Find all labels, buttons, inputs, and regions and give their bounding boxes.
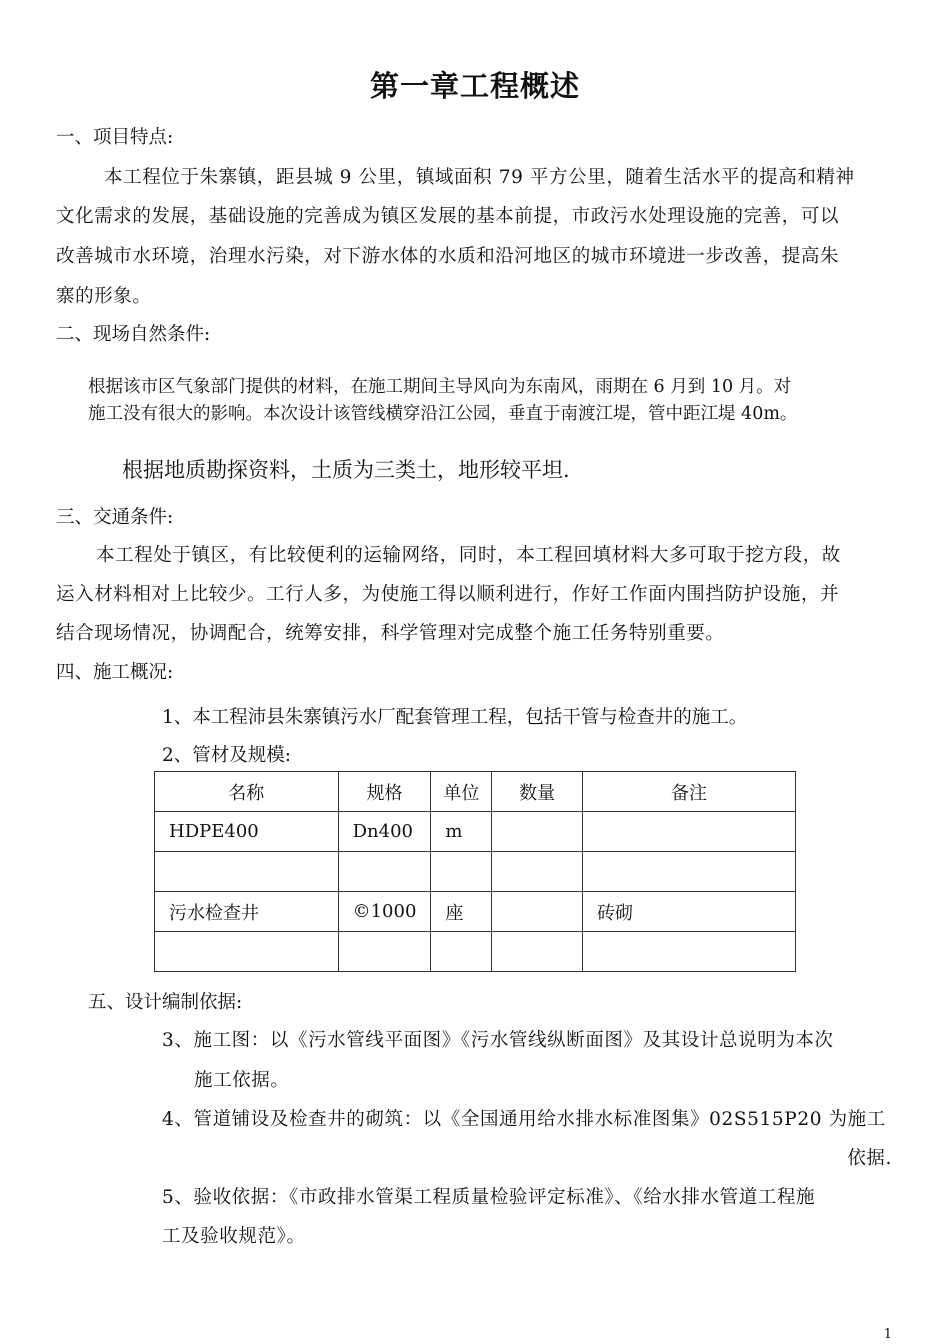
table-cell [582, 852, 795, 892]
table-row [155, 852, 796, 892]
table-cell: 座 [431, 892, 492, 932]
overview-item-2: 2、管材及规模: [162, 745, 292, 766]
table-cell: m [431, 812, 492, 852]
basis-item-4: 4、管道铺设及检查井的砌筑：以《全国通用给水排水标准图集》02S515P20 为施工 [162, 1109, 886, 1130]
table-cell [338, 932, 431, 972]
table-cell: Dn400 [338, 812, 431, 852]
paragraph-line: 运入材料相对上比较少。工行人多，为使施工得以顺利进行，作好工作面内围挡防护设施，并 [56, 584, 840, 605]
table-cell [431, 852, 492, 892]
table-cell [582, 812, 795, 852]
table-cell [492, 892, 583, 932]
page-title: 第一章工程概述 [369, 69, 580, 103]
paragraph-line: 改善城市水环境，治理水污染，对下游水体的水质和沿河地区的城市环境进一步改善，提高朱 [56, 246, 840, 267]
table-cell: 砖砌 [582, 892, 795, 932]
table-cell: HDPE400 [155, 812, 339, 852]
paragraph-line: 本工程处于镇区，有比较便利的运输网络，同时，本工程回填材料大多可取于挖方段，故 [96, 545, 841, 566]
table-header-cell: 备注 [582, 772, 795, 812]
table-cell: 污水检查井 [155, 892, 339, 932]
section-heading-construction-overview: 四、施工概况: [56, 662, 174, 683]
paragraph-line: 寨的形象。 [56, 286, 152, 307]
basis-item-3-continuation: 施工依据。 [194, 1070, 290, 1091]
table-cell [492, 812, 583, 852]
table-cell [492, 932, 583, 972]
table-cell [155, 852, 339, 892]
section-heading-traffic: 三、交通条件: [56, 507, 174, 528]
table-cell [431, 932, 492, 972]
table-row [155, 932, 796, 972]
basis-item-5-continuation: 工及验收规范》。 [162, 1226, 306, 1247]
table-cell [338, 852, 431, 892]
paragraph-line: 结合现场情况，协调配合，统筹安排，科学管理对完成整个施工任务特别重要。 [56, 623, 725, 644]
table-header-row [155, 772, 796, 812]
table-header-cell: 规格 [338, 772, 431, 812]
table-cell [582, 932, 795, 972]
table-header-cell: 单位 [431, 772, 492, 812]
section-heading-design-basis: 五、设计编制依据: [88, 992, 243, 1013]
table-header-cell: 数量 [492, 772, 583, 812]
table-row [155, 892, 796, 932]
basis-item-4-continuation: 依据. [847, 1148, 892, 1169]
page-number: 1 [883, 1327, 892, 1342]
section-heading-natural-conditions: 二、现场自然条件: [56, 324, 211, 345]
overview-item-1: 1、本工程沛县朱寨镇污水厂配套管理工程，包括干管与检查井的施工。 [162, 707, 748, 728]
table-row [155, 812, 796, 852]
table-cell [155, 932, 339, 972]
basis-item-3: 3、施工图：以《污水管线平面图》《污水管线纵断面图》及其设计总说明为本次 [162, 1030, 834, 1051]
paragraph-line: 根据该市区气象部门提供的材料，在施工期间主导风向为东南风，雨期在 6 月到 10 月。对 [88, 377, 792, 397]
paragraph-line: 文化需求的发展，基础设施的完善成为镇区发展的基本前提，市政污水处理设施的完善，可以 [56, 206, 840, 227]
materials-table [154, 771, 796, 972]
table-header-cell: 名称 [155, 772, 339, 812]
section-heading-project-features: 一、项目特点: [56, 127, 174, 148]
basis-item-5: 5、验收依据：《市政排水管渠工程质量检验评定标准》、《给水排水管道工程施 [162, 1187, 816, 1208]
table-cell [492, 852, 583, 892]
paragraph-line: 施工没有很大的影响。本次设计该管线横穿沿江公园，垂直于南渡江堤，管中距江堤 40m。 [88, 404, 798, 424]
paragraph-line: 本工程位于朱寨镇，距县城 9 公里，镇域面积 79 平方公里，随着生活水平的提高和精神 [104, 167, 855, 188]
table-cell: ©1000 [338, 892, 431, 932]
geology-note: 根据地质勘探资料，土质为三类土，地形较平坦. [122, 458, 570, 482]
